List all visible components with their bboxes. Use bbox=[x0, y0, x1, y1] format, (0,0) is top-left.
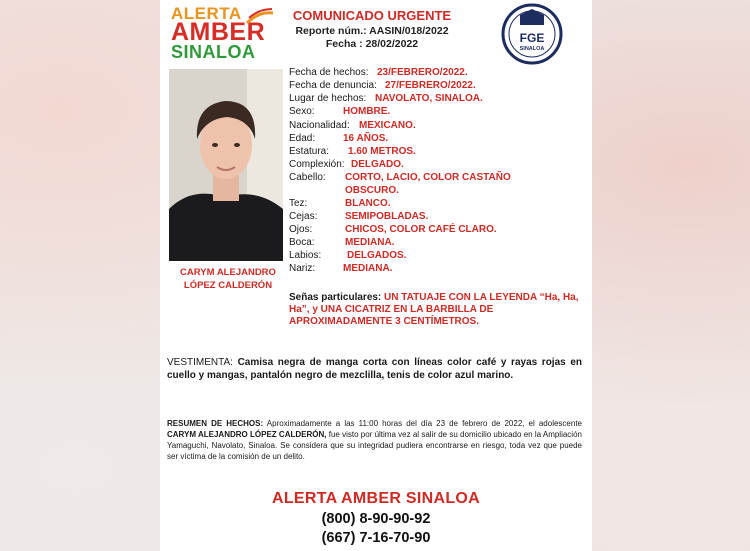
logo-line-sinaloa: SINALOA bbox=[171, 42, 256, 62]
detail-row bbox=[289, 133, 389, 145]
detail-row bbox=[289, 224, 497, 236]
detail-value: 27/FEBRERO/2022. bbox=[385, 80, 476, 91]
detail-label: Boca: bbox=[289, 237, 315, 248]
detail-row bbox=[289, 172, 511, 184]
report-value: AASIN/018/2022 bbox=[369, 25, 449, 37]
detail-label: Edad: bbox=[289, 133, 316, 144]
alert-flyer bbox=[160, 0, 592, 551]
detail-value: DELGADOS. bbox=[347, 250, 407, 261]
report-label: Reporte núm.: bbox=[295, 25, 367, 37]
detail-value: MEXICANO. bbox=[359, 120, 416, 131]
detail-label: Sexo: bbox=[289, 106, 315, 117]
detail-row bbox=[289, 211, 429, 223]
detail-value: SEMIPOBLADAS. bbox=[345, 211, 429, 222]
detail-value: MEDIANA. bbox=[345, 237, 395, 248]
detail-label: Estatura: bbox=[289, 146, 330, 157]
person-name-caption bbox=[166, 266, 290, 292]
fge-seal-icon bbox=[500, 3, 564, 65]
detail-value: 1.60 METROS. bbox=[348, 146, 416, 157]
detail-label: Ojos: bbox=[289, 224, 313, 235]
resumen-label: RESUMEN DE HECHOS: bbox=[167, 419, 264, 428]
resumen-text-2: fue visto por última vez al salir de su domicilio ubicado en la Ampliación Yamaguchi, Navolato, Sinaloa. Se considera que su integridad pudiera encontrarse en riesgo, toda vez que puede ser víctima de la comisión de un delito. bbox=[167, 430, 582, 461]
detail-value: HOMBRE. bbox=[343, 106, 391, 117]
detail-row bbox=[289, 106, 391, 118]
caption-last-name: LÓPEZ CALDERÓN bbox=[183, 280, 273, 291]
logo-line-amber: AMBER bbox=[171, 18, 266, 46]
detail-row bbox=[289, 93, 483, 105]
detail-value: DELGADO. bbox=[351, 159, 404, 170]
detail-value: 23/FEBRERO/2022. bbox=[377, 67, 468, 78]
urgent-title: COMUNICADO URGENTE bbox=[292, 8, 452, 23]
detail-value: OBSCURO. bbox=[345, 185, 399, 196]
detail-row bbox=[289, 146, 416, 158]
detail-row bbox=[289, 237, 395, 249]
detail-row bbox=[289, 67, 468, 79]
phone-number-1: (800) 8-90-90-92 bbox=[321, 511, 431, 527]
detail-label: Tez: bbox=[289, 198, 308, 209]
report-date bbox=[272, 38, 472, 50]
detail-label: Lugar de hechos: bbox=[289, 93, 367, 104]
signal-waves-icon bbox=[245, 7, 275, 25]
detail-row bbox=[289, 250, 407, 262]
detail-label: Labios: bbox=[289, 250, 322, 261]
detail-value: 16 AÑOS. bbox=[343, 133, 389, 144]
detail-label: Nacionalidad: bbox=[289, 120, 350, 131]
alerta-amber-logo bbox=[171, 4, 271, 60]
resumen-person-name: CARYM ALEJANDRO LÓPEZ CALDERÓN, bbox=[167, 430, 327, 439]
detail-row bbox=[289, 120, 416, 132]
detail-label: Complexión: bbox=[289, 159, 345, 170]
footer-title: ALERTA AMBER SINALOA bbox=[271, 490, 481, 507]
detail-row bbox=[289, 159, 404, 171]
detail-value: MEDIANA. bbox=[343, 263, 393, 274]
logo-line-alerta: ALERTA bbox=[171, 4, 242, 23]
vestimenta-label: VESTIMENTA: bbox=[167, 357, 233, 368]
detail-label: Fecha de denuncia: bbox=[289, 80, 377, 91]
seal-sub: SINALOA bbox=[519, 46, 545, 52]
senas-label: Señas particulares: bbox=[289, 292, 382, 303]
date-value: 28/02/2022 bbox=[365, 38, 419, 50]
resumen-text-1: Aproximadamente a las 11:00 horas del día 23 de febrero de 2022, el adolescente bbox=[266, 419, 583, 428]
detail-label: Cejas: bbox=[289, 211, 318, 222]
caption-first-name: CARYM ALEJANDRO bbox=[180, 267, 276, 278]
senas-value: UN TATUAJE CON LA LEYENDA “Ha, Ha, Ha”, y UNA CICATRIZ EN LA BARBILLA DE APROXIMADAMENTE 3 CENTÍMETROS. bbox=[289, 292, 579, 327]
distinguishing-marks bbox=[289, 292, 585, 328]
date-label: Fecha : bbox=[325, 38, 363, 50]
detail-row bbox=[289, 198, 391, 210]
vestimenta-value: Camisa negra de manga corta con líneas color café y rayas rojas en cuello y mangas, pantalón negro de mezclilla, tenis de color azul marino. bbox=[167, 357, 582, 381]
missing-person-photo bbox=[169, 69, 283, 261]
detail-value: CHICOS, COLOR CAFÉ CLARO. bbox=[345, 224, 497, 235]
phone-number-2: (667) 7-16-70-90 bbox=[321, 530, 431, 546]
report-number bbox=[272, 25, 472, 37]
detail-label: Nariz: bbox=[289, 263, 316, 274]
seal-name: FGE bbox=[519, 31, 545, 45]
detail-label: Cabello: bbox=[289, 172, 326, 183]
detail-value: BLANCO. bbox=[345, 198, 391, 209]
detail-label: Fecha de hechos: bbox=[289, 67, 369, 78]
incident-summary bbox=[167, 418, 582, 462]
detail-value: CORTO, LACIO, COLOR CASTAÑO bbox=[345, 172, 511, 183]
detail-value: NAVOLATO, SINALOA. bbox=[375, 93, 483, 104]
clothing-description bbox=[167, 356, 582, 382]
detail-row bbox=[289, 80, 476, 92]
detail-row bbox=[289, 263, 393, 275]
